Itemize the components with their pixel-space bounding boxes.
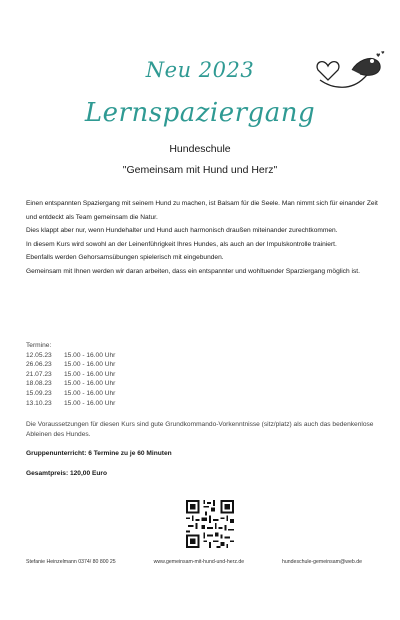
group-info: Gruppenunterricht: 6 Termine zu je 60 Minuten xyxy=(26,450,172,457)
description-paragraph: Dies klappt aber nur, wenn Hundehalter und Hund auch harmonisch draußen miteinander zurechtkommen. xyxy=(26,227,338,234)
schedule xyxy=(26,341,115,408)
requirements-text: Die Voraussetzungen für diesen Kurs sind gute Grundkommando-Vorkenntnisse (sitz/platz) als auch das bedenkenlose Ableinen des Hundes. xyxy=(26,421,374,438)
schedule-date: 13.10.23 xyxy=(26,399,52,407)
total-price: Gesamtpreis: 120,00 Euro xyxy=(26,470,107,477)
headline-new: Neu 2023 xyxy=(145,58,255,82)
course-name: "Gemeinsam mit Hund und Herz" xyxy=(122,164,278,176)
schedule-row xyxy=(26,360,115,370)
schedule-row xyxy=(26,389,115,399)
description xyxy=(26,197,382,278)
schedule-time: 15.00 - 16.00 Uhr xyxy=(64,380,116,388)
svg-text:♥: ♥ xyxy=(381,50,385,55)
schedule-date: 12.05.23 xyxy=(26,351,52,359)
schedule-row xyxy=(26,351,115,361)
schedule-date: 15.09.23 xyxy=(26,389,52,397)
description-paragraph: Ebenfalls werden Gehorsamsübungen spielerisch mit eingebunden. xyxy=(26,254,224,261)
schedule-time: 15.00 - 16.00 Uhr xyxy=(64,361,116,369)
footer-email-link[interactable]: hundeschule-gemeinsam@web.de xyxy=(282,559,362,565)
schedule-row xyxy=(26,370,115,380)
schedule-row xyxy=(26,379,115,389)
schedule-time: 15.00 - 16.00 Uhr xyxy=(64,389,116,397)
footer-contact: Stefanie Heinzelmann 0374/ 80 800 25 xyxy=(26,559,116,565)
qr-code-icon[interactable] xyxy=(186,500,234,548)
schedule-row xyxy=(26,399,115,409)
footer xyxy=(26,559,362,565)
schedule-date: 26.06.23 xyxy=(26,361,52,369)
description-paragraph: In diesem Kurs wird sowohl an der Leinenführigkeit Ihres Hundes, als auch an der Impulskontrolle trainiert. xyxy=(26,240,337,248)
schedule-date: 21.07.23 xyxy=(26,370,52,378)
schedule-time: 15.00 - 16.00 Uhr xyxy=(64,370,116,378)
schedule-label: Termine: xyxy=(26,342,52,349)
schedule-date: 18.08.23 xyxy=(26,380,52,388)
svg-text:♥: ♥ xyxy=(376,53,381,59)
description-paragraph: Gemeinsam mit Ihnen werden wir daran arbeiten, dass ein entspannter und wohltuender Sparziergang möglich ist. xyxy=(26,267,360,275)
headline-title: Lernspaziergang xyxy=(84,98,316,128)
schedule-time: 15.00 - 16.00 Uhr xyxy=(64,399,116,407)
description-paragraph: Einen entspannten Spaziergang mit seinem Hund zu machen, ist Balsam für die Seele. Man nimmt sich für einander Zeit und entdeckt als Team gemeinsam die Natur. xyxy=(26,200,378,221)
school-name: Hundeschule xyxy=(169,143,231,155)
footer-website-link[interactable]: www.gemeinsam-mit-hund-und-herz.de xyxy=(153,559,245,565)
schedule-time: 15.00 - 16.00 Uhr xyxy=(64,351,116,359)
